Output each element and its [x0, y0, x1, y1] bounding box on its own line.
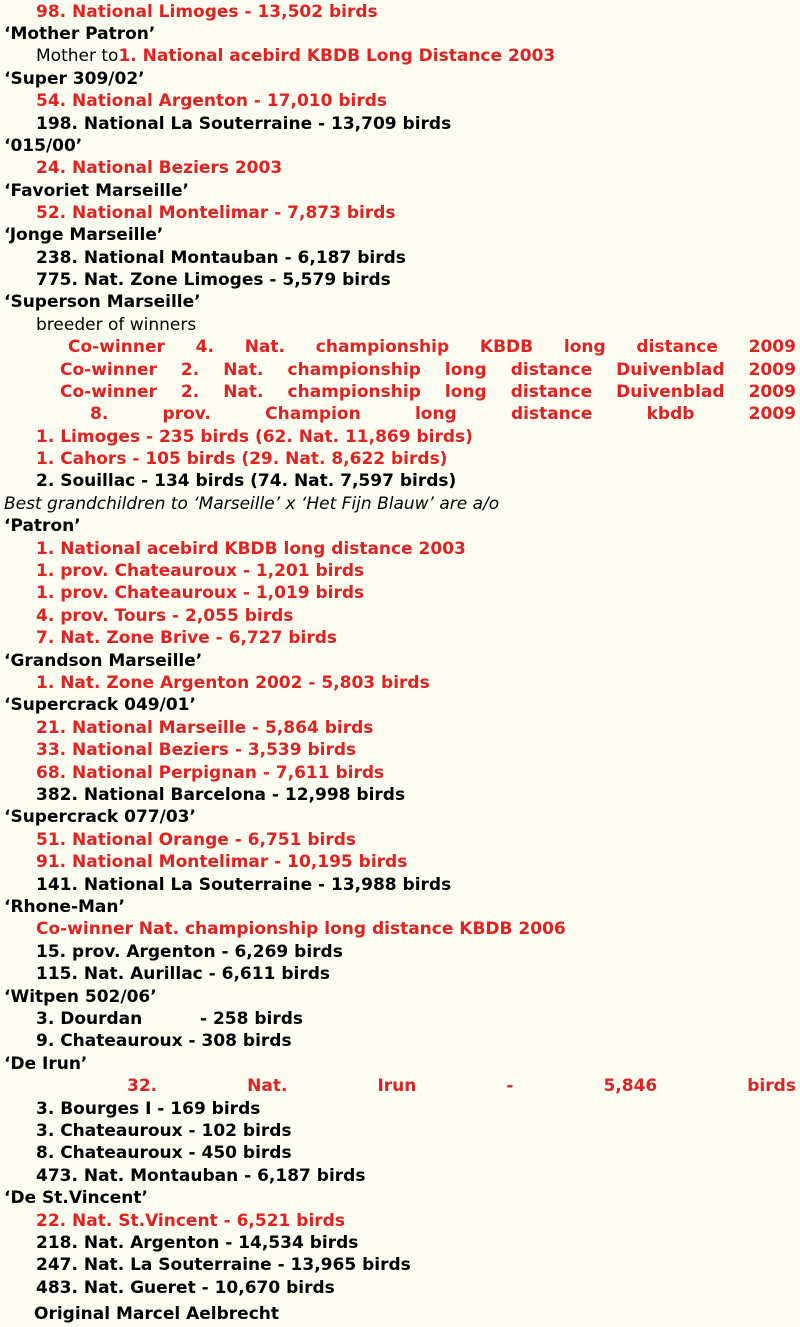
breeder-note: breeder of winners — [36, 315, 197, 335]
word: Nat. — [223, 360, 264, 380]
result-line: 1. Limoges - 235 birds (62. Nat. 11,869 birds) — [36, 427, 473, 447]
word: distance — [510, 360, 593, 380]
result-line: 483. Nat. Gueret - 10,670 birds — [36, 1278, 335, 1298]
result-line — [0, 45, 800, 67]
word: Champion — [265, 404, 361, 424]
word: prov. — [162, 404, 211, 424]
word: 2. — [180, 382, 200, 402]
word: Nat. — [247, 1076, 288, 1096]
word: - — [506, 1076, 514, 1096]
result-line: 98. National Limoges - 13,502 birds — [36, 2, 378, 22]
word: 4. — [195, 337, 214, 357]
justified-result-line — [0, 381, 800, 403]
result-line: 21. National Marseille - 5,864 birds — [36, 718, 374, 738]
word: long — [444, 360, 487, 380]
word: long — [444, 382, 487, 402]
result-line: 1. prov. Chateauroux - 1,201 birds — [36, 561, 365, 581]
word: distance — [636, 337, 718, 357]
word: Co-winner — [68, 337, 165, 357]
pigeon-name: ‘De St.Vincent’ — [4, 1188, 148, 1208]
result-line: 8. Chateauroux - 450 birds — [36, 1143, 292, 1163]
result-line: 3. Bourges I - 169 birds — [36, 1099, 261, 1119]
result-line: 15. prov. Argenton - 6,269 birds — [36, 942, 343, 962]
word: kbdb — [646, 404, 695, 424]
word: birds — [747, 1076, 796, 1096]
pigeon-name: ‘Jonge Marseille’ — [4, 225, 164, 245]
result-line: 52. National Montelimar - 7,873 birds — [36, 203, 396, 223]
pigeon-name: ‘015/00’ — [4, 136, 83, 156]
result-line: 24. National Beziers 2003 — [36, 158, 283, 178]
word: Duivenblad — [616, 360, 725, 380]
result-line: 3. Chateauroux - 102 birds — [36, 1121, 292, 1141]
result-line: 2. Souillac - 134 birds (74. Nat. 7,597 birds) — [36, 471, 457, 491]
pigeon-name: ‘Rhone-Man’ — [4, 897, 125, 917]
word: 2009 — [748, 337, 796, 357]
word: Nat. — [223, 382, 264, 402]
result-line: 141. National La Souterraine - 13,988 birds — [36, 875, 452, 895]
word: Co-winner — [60, 360, 157, 380]
result-line: 115. Nat. Aurillac - 6,611 birds — [36, 964, 330, 984]
bird-count: - 258 birds — [200, 1009, 304, 1029]
justified-result-line — [0, 1075, 800, 1097]
word: championship — [287, 382, 421, 402]
pigeon-name: ‘Supercrack 049/01’ — [4, 695, 196, 715]
result-line: 198. National La Souterraine - 13,709 birds — [36, 114, 452, 134]
justified-result-line — [0, 359, 800, 381]
word: Irun — [377, 1076, 417, 1096]
result-line: 775. Nat. Zone Limoges - 5,579 birds — [36, 270, 391, 290]
word: Co-winner — [60, 382, 157, 402]
result-line: 51. National Orange - 6,751 birds — [36, 830, 357, 850]
result-line: 33. National Beziers - 3,539 birds — [36, 740, 357, 760]
word: 2. — [180, 360, 200, 380]
result-line: 382. National Barcelona - 12,998 birds — [36, 785, 406, 805]
word: 32. — [127, 1076, 158, 1096]
pigeon-name: ‘Witpen 502/06’ — [4, 987, 157, 1007]
mother-to-label: Mother to — [36, 46, 119, 66]
pigeon-name: ‘Super 309/02’ — [4, 69, 145, 89]
word: championship — [315, 337, 450, 357]
word: 2009 — [748, 360, 796, 380]
justified-result-line — [0, 336, 800, 358]
result-line: 218. Nat. Argenton - 14,534 birds — [36, 1233, 359, 1253]
result-line: 247. Nat. La Souterraine - 13,965 birds — [36, 1255, 411, 1275]
result-line: 91. National Montelimar - 10,195 birds — [36, 852, 408, 872]
word: championship — [287, 360, 421, 380]
result-line: 1. Cahors - 105 birds (29. Nat. 8,622 birds) — [36, 449, 448, 469]
word: distance — [510, 382, 593, 402]
pigeon-name: ‘De Irun’ — [4, 1054, 88, 1074]
result-line: Co-winner Nat. championship long distance KBDB 2006 — [36, 919, 566, 939]
word: distance — [510, 404, 593, 424]
result-line: 238. National Montauban - 6,187 birds — [36, 248, 406, 268]
word: 2009 — [748, 382, 796, 402]
word: 8. — [90, 404, 109, 424]
justified-result-line — [0, 403, 800, 425]
pigeon-name: ‘Patron’ — [4, 516, 81, 536]
word: KBDB — [479, 337, 534, 357]
pigeon-name: ‘Supercrack 077/03’ — [4, 807, 196, 827]
result-line: 4. prov. Tours - 2,055 birds — [36, 606, 294, 626]
pigeon-name: ‘Grandson Marseille’ — [4, 651, 203, 671]
pigeon-name: ‘Superson Marseille’ — [4, 292, 201, 312]
pigeon-name: ‘Favoriet Marseille’ — [4, 181, 189, 201]
word: Nat. — [244, 337, 285, 357]
pigeon-name: ‘Mother Patron’ — [4, 24, 156, 44]
result-line: 1. prov. Chateauroux - 1,019 birds — [36, 583, 365, 603]
result-line: 7. Nat. Zone Brive - 6,727 birds — [36, 628, 337, 648]
result-line: 68. National Perpignan - 7,611 birds — [36, 763, 385, 783]
result-line: 1. National acebird KBDB long distance 2003 — [36, 539, 466, 559]
result-line — [0, 1008, 800, 1030]
race-name: 3. Dourdan — [36, 1009, 143, 1029]
word: 2009 — [748, 404, 796, 424]
word: 5,846 — [603, 1076, 658, 1096]
word: long — [414, 404, 457, 424]
word: long — [563, 337, 606, 357]
result-line: 54. National Argenton - 17,010 birds — [36, 91, 388, 111]
result-line: 9. Chateauroux - 308 birds — [36, 1031, 292, 1051]
footer-credit: Original Marcel Aelbrecht — [34, 1304, 280, 1324]
highlight-result: 1. National acebird KBDB Long Distance 2003 — [118, 46, 556, 66]
word: Duivenblad — [616, 382, 725, 402]
result-line: 22. Nat. St.Vincent - 6,521 birds — [36, 1211, 345, 1231]
section-heading: Best grandchildren to ‘Marseille’ x ‘Het Fijn Blauw’ are a/o — [4, 494, 500, 514]
result-line: 473. Nat. Montauban - 6,187 birds — [36, 1166, 366, 1186]
result-line: 1. Nat. Zone Argenton 2002 - 5,803 birds — [36, 673, 430, 693]
